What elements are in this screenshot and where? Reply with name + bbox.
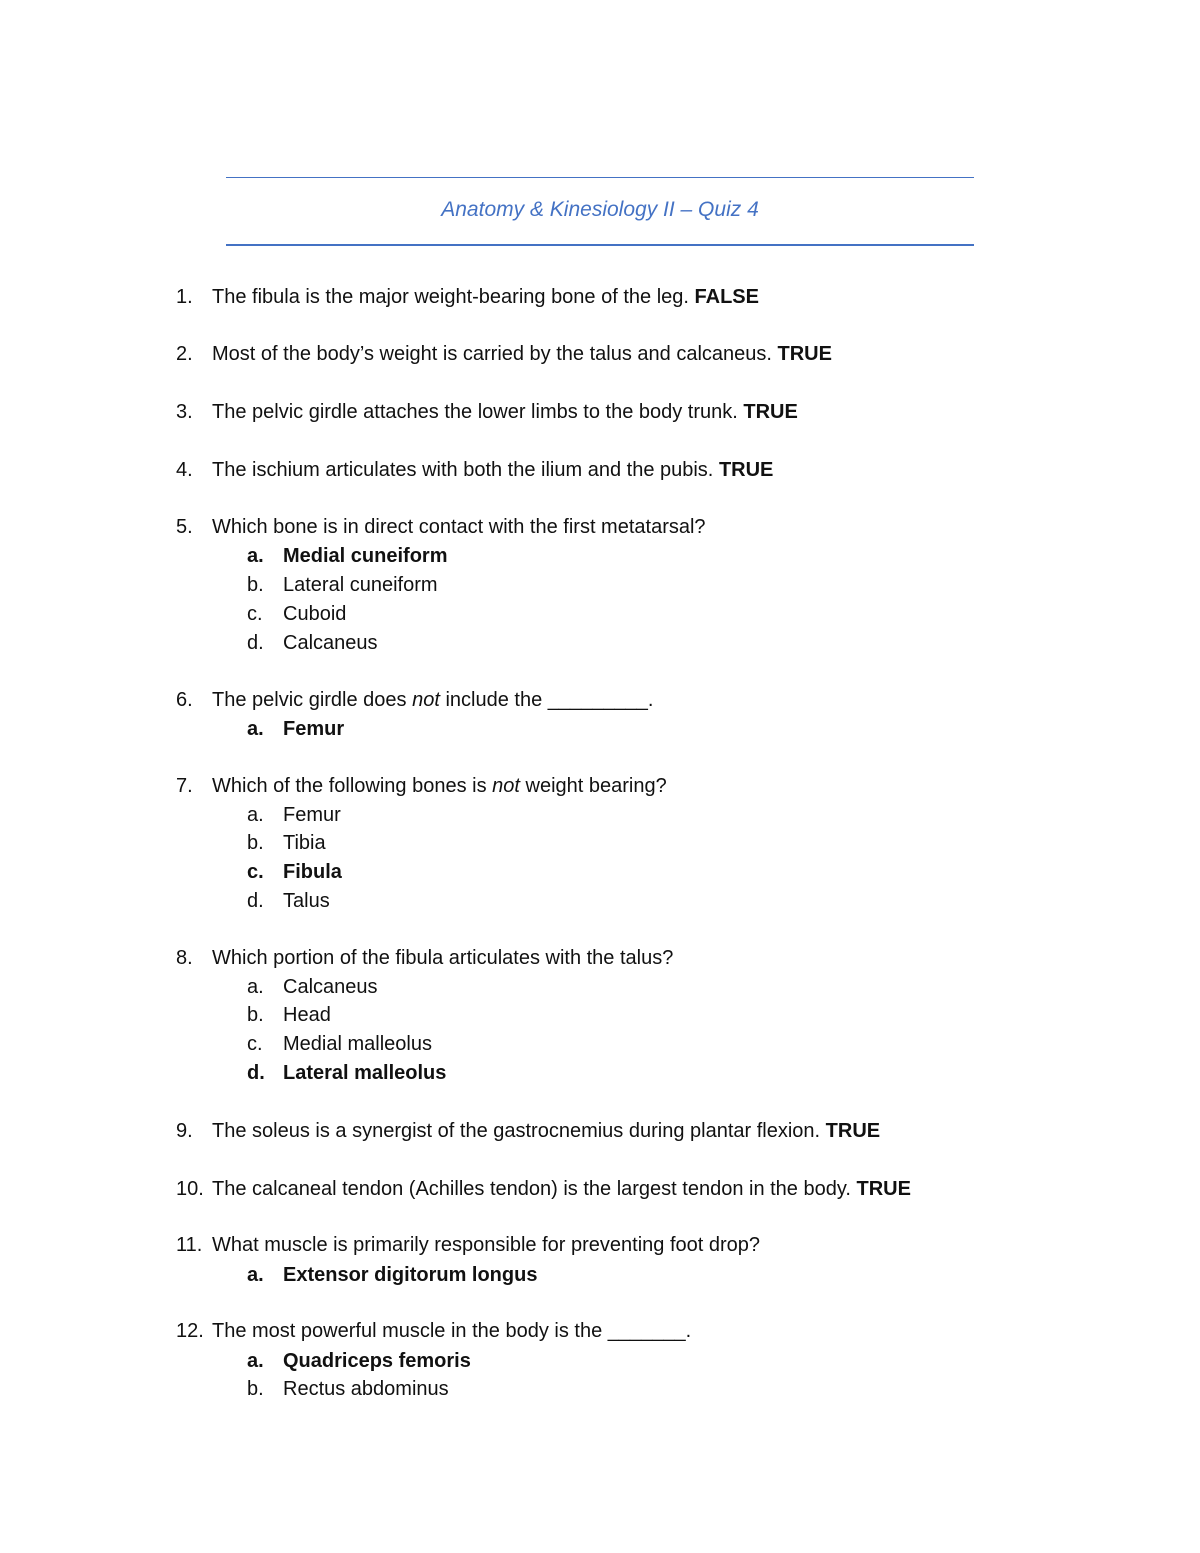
header-top-rule [226, 177, 974, 178]
question-number: 10. [176, 1178, 204, 1200]
option-letter: a. [247, 718, 264, 740]
emphasis-text: not [492, 775, 520, 797]
option-letter: a. [247, 976, 264, 998]
answer-label: TRUE [777, 343, 832, 365]
option-text: Calcaneus [283, 632, 378, 654]
option-letter: b. [247, 832, 264, 854]
answer-label: FALSE [694, 286, 759, 308]
option-text: Fibula [283, 861, 342, 883]
question-text: What muscle is primarily responsible for preventing foot drop? [212, 1234, 761, 1256]
question-number: 6. [176, 689, 193, 711]
option-letter: c. [247, 1033, 263, 1055]
question-text: Which of the following bones is [212, 775, 493, 797]
option-letter: a. [247, 1350, 264, 1372]
option-letter: c. [247, 861, 264, 883]
question-number: 8. [176, 947, 193, 969]
option-text: Head [283, 1004, 331, 1026]
option-letter: d. [247, 632, 264, 654]
question-text-end: weight bearing? [519, 775, 667, 797]
question-text: The pelvic girdle attaches the lower limbs to the body trunk. [212, 401, 738, 423]
answer-label: TRUE [825, 1120, 881, 1142]
question-number: 1. [176, 286, 193, 308]
question-number: 12. [176, 1320, 204, 1342]
question-text: The soleus is a synergist of the gastrocnemius during plantar flexion. [212, 1120, 821, 1142]
quiz-title: Anatomy & Kinesiology II – Quiz 4 [441, 198, 759, 221]
question-number: 3. [176, 401, 193, 423]
answer-label: TRUE [743, 401, 798, 423]
option-letter: a. [247, 545, 264, 567]
emphasis-text: not [412, 689, 440, 711]
option-letter: b. [247, 1378, 264, 1400]
option-text: Calcaneus [283, 976, 378, 998]
header-bottom-rule [226, 244, 974, 246]
option-letter: c. [247, 603, 263, 625]
option-text: Talus [283, 890, 330, 912]
option-letter: a. [247, 804, 264, 826]
option-text: Femur [283, 804, 341, 826]
question-text-end: include the _________. [439, 689, 654, 711]
question-text: Most of the body’s weight is carried by the talus and calcaneus. [212, 343, 772, 365]
option-letter: d. [247, 890, 264, 912]
option-letter: d. [247, 1062, 265, 1084]
option-text: Lateral cuneiform [283, 574, 438, 596]
answer-label: TRUE [718, 459, 774, 481]
question-number: 7. [176, 775, 193, 797]
question-number: 9. [176, 1120, 193, 1142]
question-text: The most powerful muscle in the body is the _______. [212, 1320, 692, 1342]
question-number: 11. [176, 1234, 203, 1256]
answer-label: TRUE [856, 1178, 911, 1200]
question-text: The ischium articulates with both the ilium and the pubis. [212, 459, 714, 481]
question-number: 2. [176, 343, 193, 365]
question-number: 5. [176, 516, 193, 538]
question-text: Which portion of the fibula articulates with the talus? [212, 947, 674, 969]
option-text: Medial malleolus [283, 1033, 432, 1055]
option-letter: b. [247, 1004, 264, 1026]
question-text: The fibula is the major weight-bearing bone of the leg. [212, 286, 689, 308]
option-text: Femur [283, 718, 345, 740]
option-text: Lateral malleolus [283, 1062, 447, 1084]
option-text: Extensor digitorum longus [283, 1264, 538, 1286]
question-text: Which bone is in direct contact with the first metatarsal? [212, 516, 706, 538]
option-text: Medial cuneiform [283, 545, 448, 567]
option-text: Quadriceps femoris [283, 1350, 471, 1372]
option-text: Tibia [283, 832, 326, 854]
option-text: Rectus abdominus [283, 1378, 449, 1400]
question-number: 4. [176, 459, 193, 481]
option-letter: a. [247, 1264, 264, 1286]
option-text: Cuboid [283, 603, 347, 625]
question-text: The calcaneal tendon (Achilles tendon) is the largest tendon in the body. [212, 1178, 851, 1200]
question-text: The pelvic girdle does [212, 689, 413, 711]
option-letter: b. [247, 574, 264, 596]
